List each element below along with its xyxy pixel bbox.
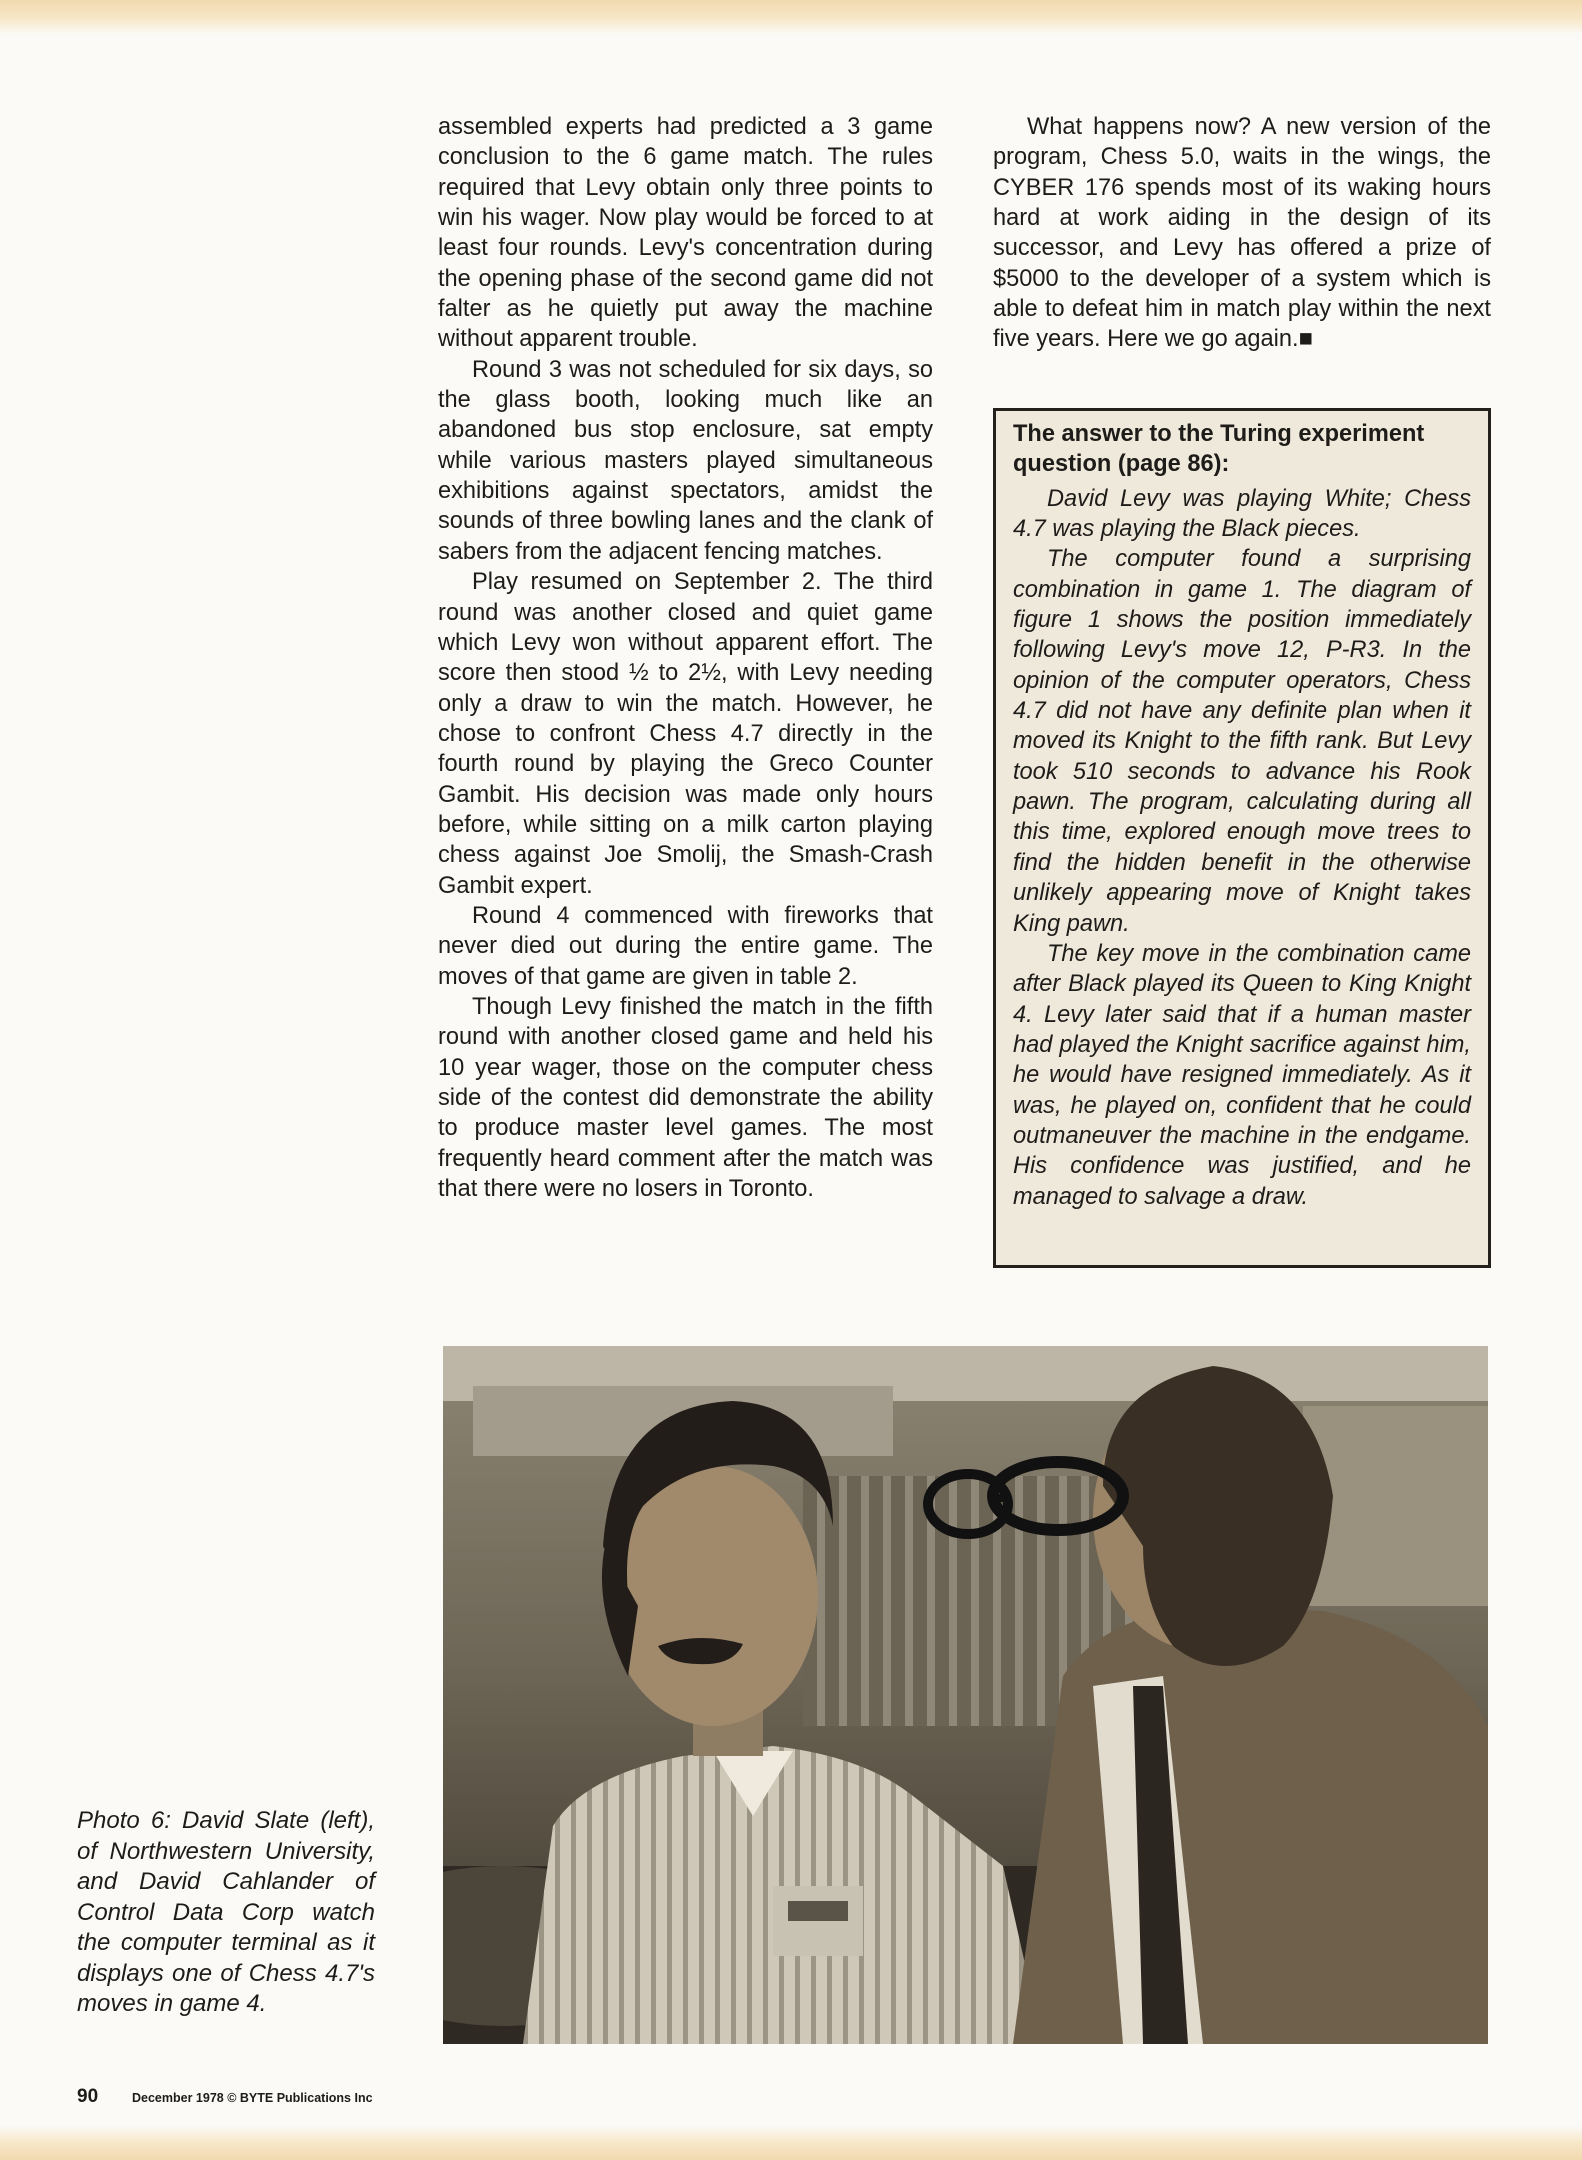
article-paragraph: Play resumed on September 2. The third round was another closed and quiet game which Levy won without apparent effort. The score then stood ½ to 2½, with Levy needing only a draw to win the match. However, he chose to confront Chess 4.7 directly in the fourth round by playing the Greco Counter Gambit. His decision was made only hours before, while sitting on a milk carton playing chess against Joe Smolij, the Smash-Crash Gambit expert. <box>438 569 933 899</box>
article-paragraph: What happens now? A new version of the program, Chess 5.0, waits in the wings, the CYBER 176 spends most of its waking hours hard at work aiding in the design of its successor, and Levy has offered a prize of $5000 to the developer of a system which is able to defeat him in match play within the next five years. Here we go again.■ <box>993 114 1491 353</box>
answer-box-title: The answer to the Turing experiment question (page 86): <box>1013 421 1425 478</box>
article-right-column <box>993 112 1491 355</box>
article-paragraph: Round 3 was not scheduled for six days, so the glass booth, looking much like an abandoned bus stop enclosure, sat empty while various masters played simultaneous exhibitions against spectators, amidst the sounds of three bowling lanes and the clank of sabers from the adjacent fencing matches. <box>438 356 933 565</box>
page-credit: December 1978 © BYTE Publications Inc <box>132 2091 373 2105</box>
photo-illustration <box>443 1346 1488 2044</box>
page-number: 90 <box>77 2086 99 2107</box>
answer-paragraph: The computer found a surprising combination in game 1. The diagram of figure 1 shows the position immediately following Levy's move 12, P-R3. In the opinion of the computer operators, Chess 4.7 did not have any definite plan when it moved its Knight to the fifth rank. But Levy took 510 seconds to advance his Rook pawn. The program, calculating during all this time, explored enough move trees to find the hidden benefit in the otherwise unlikely appearing move of Knight takes King pawn. <box>1013 546 1471 937</box>
photo-slate-cahlander <box>443 1346 1488 2044</box>
page-edge-bottom <box>0 2126 1582 2160</box>
photo-caption: Photo 6: David Slate (left), of Northwestern University, and David Cahlander of Control Data Corp watch the computer terminal as it displays one of Chess 4.7's moves in game 4. <box>77 1807 375 2017</box>
answer-paragraph: David Levy was playing White; Chess 4.7 was playing the Black pieces. <box>1013 485 1471 543</box>
article-left-column <box>438 112 933 1204</box>
article-paragraph: Round 4 commenced with fireworks that never died out during the entire game. The moves of that game are given in table 2. <box>438 902 933 990</box>
article-paragraph: Though Levy finished the match in the fifth round with another closed game and held his 10 year wager, those on the computer chess side of the contest did demonstrate the ability to produce master level games. The most frequently heard comment after the match was that there were no losers in Toronto. <box>438 993 933 1203</box>
page-edge-top <box>0 0 1582 34</box>
article-paragraph: assembled experts had predicted a 3 game conclusion to the 6 game match. The rules required that Levy obtain only three points to win his wager. Now play would be forced to at least four rounds. Levy's concentration during the opening phase of the second game did not falter as he quietly put away the machine without apparent trouble. <box>438 114 933 353</box>
answer-paragraph: The key move in the combination came after Black played its Queen to King Knight 4. Levy later said that if a human master had played the Knight sacrifice against him, he would have resigned immediately. As it was, he played on, confident that he could outmaneuver the machine in the endgame. His confidence was justified, and he managed to salvage a draw. <box>1013 940 1471 1210</box>
turing-answer-box <box>993 408 1491 1268</box>
